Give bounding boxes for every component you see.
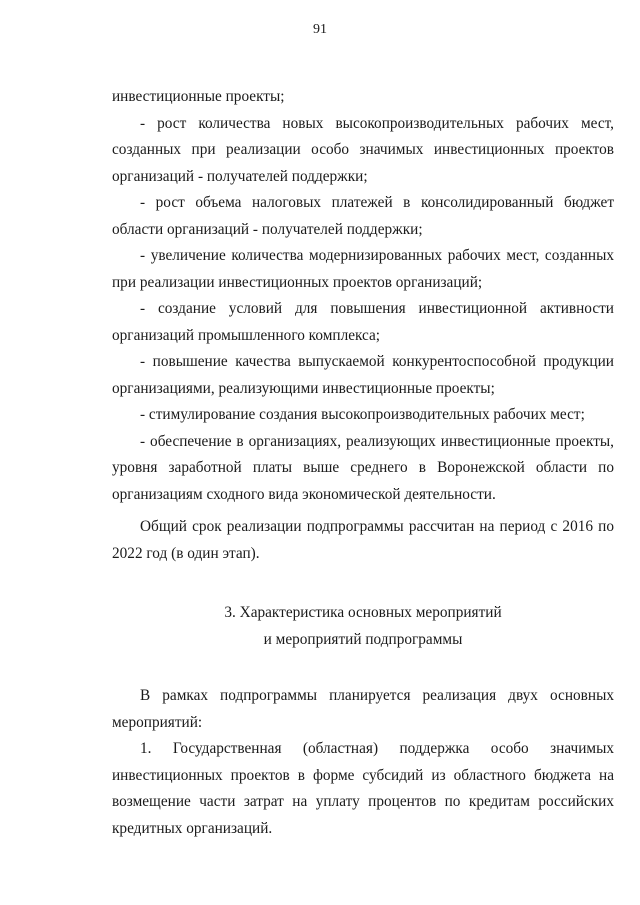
body-text: [112, 84, 614, 842]
numbered-item-1: 1. Государственная (областная) поддержка особо значимых инвестиционных проектов в форме субсидий из областного бюджета на возмещение части затрат на уплату процентов по кредитам российских кредитных организаций.: [112, 740, 614, 837]
intro-paragraph: В рамках подпрограммы планируется реализация двух основных мероприятий:: [112, 687, 614, 731]
bullet-item: - обеспечение в организациях, реализующих инвестиционные проекты, уровня заработной платы выше среднего в Воронежской области по организациям сходного вида экономической деятельности.: [112, 432, 614, 503]
period-paragraph: Общий срок реализации подпрограммы рассчитан на период с 2016 по 2022 год (в один этап).: [112, 518, 614, 562]
bullet-item: - создание условий для повышения инвестиционной активности организаций промышленного комплекса;: [112, 300, 614, 344]
page-number: 91: [313, 22, 327, 37]
bullet-item: - рост количества новых высокопроизводительных рабочих мест, созданных при реализации особо значимых инвестиционных проектов организаций - получателей поддержки;: [112, 114, 614, 185]
bullet-item: - увеличение количества модернизированных рабочих мест, созданных при реализации инвестиционных проектов организаций;: [112, 247, 614, 291]
paragraph: инвестиционные проекты;: [112, 88, 285, 105]
bullet-item: - повышение качества выпускаемой конкурентоспособной продукции организациями, реализующими инвестиционные проекты;: [112, 353, 614, 397]
section-heading-line-2: и мероприятий подпрограммы: [263, 631, 463, 648]
section-heading: [112, 599, 614, 653]
bullet-item: - стимулирование создания высокопроизводительных рабочих мест;: [140, 406, 585, 423]
bullet-item: - рост объема налоговых платежей в консолидированный бюджет области организаций - получателей поддержки;: [112, 194, 614, 238]
section-heading-line-1: 3. Характеристика основных мероприятий: [224, 604, 502, 621]
